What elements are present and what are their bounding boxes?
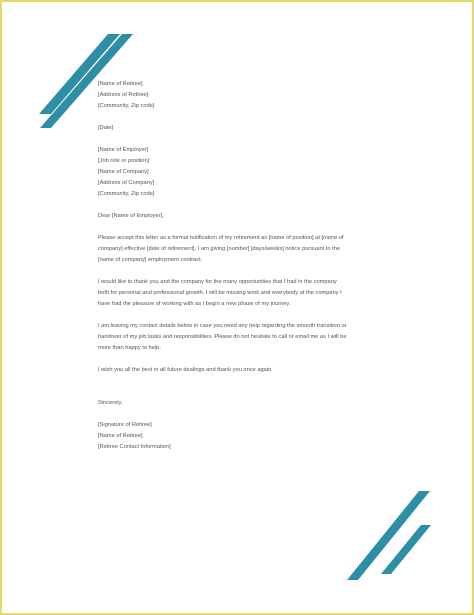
signature-name: [Name of Retiree] — [98, 433, 143, 439]
paragraph-thanks — [98, 277, 398, 310]
paragraph-wishes — [98, 365, 398, 376]
signature-placeholder: [Signature of Retiree] — [98, 422, 152, 428]
paragraph-contact — [98, 321, 398, 354]
recipient-community-zip: [Community, Zip code] — [98, 191, 155, 197]
sender-community-zip: [Community, Zip code] — [98, 103, 155, 109]
paragraph-notification — [98, 233, 398, 266]
recipient-block — [98, 145, 398, 200]
signature-block — [98, 420, 398, 453]
sender-address: [Address of Retiree] — [98, 92, 149, 98]
sender-block — [98, 79, 398, 112]
paragraph-line: handover of my job tasks and responsibilities. Please do not hesitate to call or email me as I will be — [98, 334, 347, 340]
letter-body — [98, 79, 398, 453]
paragraph-line: I would like to thank you and the company for the many opportunities that I had in the company — [98, 279, 337, 285]
signature-contact: [Retiree Contact Information] — [98, 444, 171, 450]
paragraph-line: I wish you all the best in all future dealings and thank you once again. — [98, 367, 273, 373]
paragraph-line: I am leaving my contact details below in case you need any help regarding the smooth transition or — [98, 323, 347, 329]
salutation: Dear [Name of Employer], — [98, 213, 164, 219]
paragraph-line: company] effective [date of retirement]. I am giving [number] [days/weeks] notice pursuant to the — [98, 246, 341, 252]
recipient-job-role: [Job role or position] — [98, 158, 150, 164]
recipient-company: [Name of Company] — [98, 169, 149, 175]
recipient-address: [Address of Company] — [98, 180, 155, 186]
paragraph-line: [name of company] employment contract. — [98, 257, 203, 263]
letter-date: [Date] — [98, 125, 114, 131]
paragraph-line: have had the pleasure of working with as I begin a new phase of my journey. — [98, 301, 291, 307]
paragraph-line: both for personal and professional growth. I will be missing work and everybody at the company I — [98, 290, 342, 296]
paragraph-line: Please accept this letter as a formal notification of my retirement as [name of position] at [name of — [98, 235, 344, 241]
sender-name: [Name of Retiree] — [98, 81, 143, 87]
closing: Sincerely, — [98, 400, 123, 406]
recipient-name: [Name of Employer] — [98, 147, 149, 153]
paragraph-line: more than happy to help. — [98, 345, 161, 351]
